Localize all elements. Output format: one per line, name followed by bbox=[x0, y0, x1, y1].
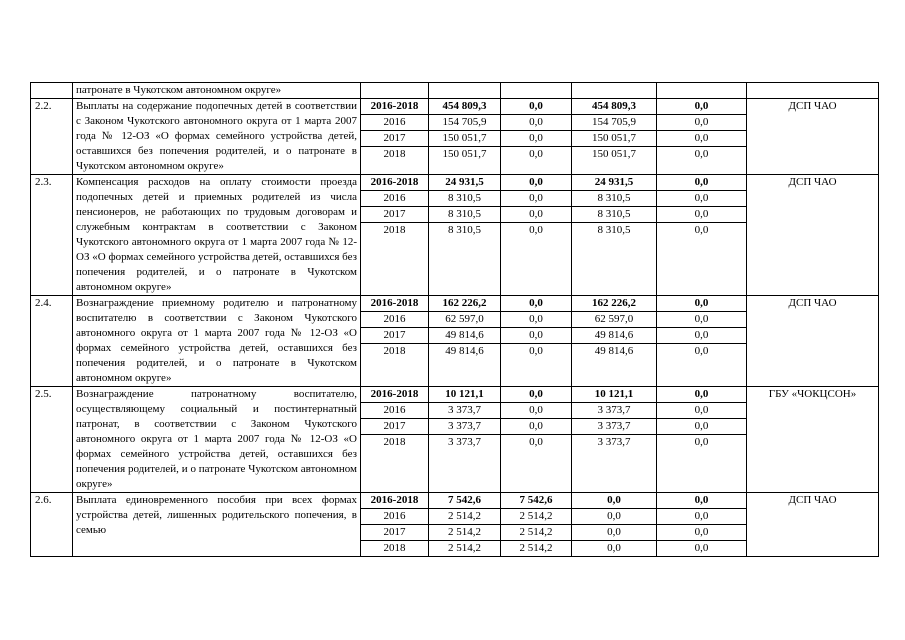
year-cell: 2016-2018 bbox=[361, 387, 428, 403]
federal-column bbox=[501, 99, 572, 175]
local-cell: 0,0 bbox=[657, 328, 746, 344]
year-cell: 2017 bbox=[361, 419, 428, 435]
federal-cell: 0,0 bbox=[501, 191, 571, 207]
local-cell: 0,0 bbox=[657, 131, 746, 147]
federal-column bbox=[501, 493, 572, 557]
local-cell: 0,0 bbox=[694, 224, 709, 236]
row-name: Вознаграждение патронатному воспитателю, осуществляющему социальный и постинтернатный патронат, в соответствии с Законом Чукотского автономного округа от 1 марта 2007 года № 12-ОЗ «О формах семейного устройства детей, оставшихся без попечения родителей, и о патронате Чукотском автономном округе» bbox=[73, 387, 361, 493]
regional-column bbox=[572, 493, 657, 557]
row-name: Выплаты на содержание подопечных детей в соответствии с Законом Чукотского автономного округа от 1 марта 2007 года № 12-ОЗ «О формах семейного устройства детей, оставшихся без попечения родителей, и о патронате в Чукотском автономном округе» bbox=[73, 99, 361, 175]
table-row bbox=[31, 99, 879, 175]
row-number: 2.3. bbox=[31, 175, 73, 296]
row-number: 2.6. bbox=[31, 493, 73, 557]
federal-cell: 0,0 bbox=[501, 99, 571, 115]
local-cell: 0,0 bbox=[694, 148, 709, 160]
regional-cell: 8 310,5 bbox=[597, 224, 631, 236]
local-cell: 0,0 bbox=[657, 387, 746, 403]
local-cell: 0,0 bbox=[694, 345, 709, 357]
year-cell: 2018 bbox=[383, 436, 406, 448]
local-column bbox=[657, 175, 747, 296]
table-row bbox=[31, 387, 879, 493]
year-cell: 2016 bbox=[361, 509, 428, 525]
total-column bbox=[429, 99, 501, 175]
table-row bbox=[31, 83, 879, 99]
year-column bbox=[361, 99, 429, 175]
local-cell: 0,0 bbox=[657, 312, 746, 328]
local-cell: 0,0 bbox=[657, 207, 746, 223]
year-cell: 2016-2018 bbox=[361, 99, 428, 115]
total-cell: 150 051,7 bbox=[429, 131, 500, 147]
row-name: патронате в Чукотском автономном округе» bbox=[73, 83, 361, 99]
year-cell: 2018 bbox=[383, 542, 406, 554]
year-cell: 2017 bbox=[361, 525, 428, 541]
total-cell: 49 814,6 bbox=[445, 345, 484, 357]
executor-cell: ДСП ЧАО bbox=[747, 175, 879, 296]
executor-cell: ДСП ЧАО bbox=[747, 296, 879, 387]
regional-cell: 454 809,3 bbox=[572, 99, 656, 115]
federal-cell: 0,0 bbox=[501, 312, 571, 328]
year-cell: 2018 bbox=[383, 345, 406, 357]
federal-cell: 0,0 bbox=[501, 419, 571, 435]
table-row bbox=[31, 296, 879, 387]
year-cell: 2016 bbox=[361, 115, 428, 131]
year-column bbox=[361, 387, 429, 493]
local-column bbox=[657, 387, 747, 493]
regional-cell: 8 310,5 bbox=[572, 191, 656, 207]
regional-column bbox=[572, 175, 657, 296]
row-name: Выплата единовременного пособия при всех формах устройства детей, лишенных родительского попечения, в семью bbox=[73, 493, 361, 557]
year-cell: 2018 bbox=[383, 148, 406, 160]
total-cell: 2 514,2 bbox=[429, 509, 500, 525]
regional-cell: 49 814,6 bbox=[594, 345, 634, 357]
federal-cell: 0,0 bbox=[529, 345, 543, 357]
regional-cell: 3 373,7 bbox=[572, 403, 656, 419]
year-cell: 2017 bbox=[361, 131, 428, 147]
regional-cell: 0,0 bbox=[607, 542, 621, 554]
program-table bbox=[30, 82, 879, 557]
local-cell: 0,0 bbox=[694, 436, 709, 448]
local-cell: 0,0 bbox=[657, 419, 746, 435]
total-cell: 150 051,7 bbox=[442, 148, 487, 160]
row-name: Компенсация расходов на оплату стоимости проезда подопечных детей и приемных родителей из числа пенсионеров, не работающих по трудовым договорам и служебным контрактам в соответствии с Законом Чукотского автономного округа от 1 марта 2007 года № 12-ОЗ «О формах семейного устройства детей, оставшихся без попечения родителей, и о патронате в Чукотском автономном округе» bbox=[73, 175, 361, 296]
local-column bbox=[657, 493, 747, 557]
total-column bbox=[429, 387, 501, 493]
year-cell: 2016-2018 bbox=[361, 296, 428, 312]
total-cell: 49 814,6 bbox=[429, 328, 500, 344]
regional-cell: 8 310,5 bbox=[572, 207, 656, 223]
total-cell: 2 514,2 bbox=[429, 525, 500, 541]
total-cell: 8 310,5 bbox=[429, 191, 500, 207]
regional-cell: 0,0 bbox=[572, 493, 656, 509]
federal-cell: 0,0 bbox=[501, 115, 571, 131]
federal-column bbox=[501, 175, 572, 296]
total-column bbox=[429, 493, 501, 557]
total-cell: 3 373,7 bbox=[429, 419, 500, 435]
executor-cell: ГБУ «ЧОКЦСОН» bbox=[747, 387, 879, 493]
federal-cell: 2 514,2 bbox=[519, 542, 553, 554]
regional-cell: 10 121,1 bbox=[572, 387, 656, 403]
federal-cell: 7 542,6 bbox=[501, 493, 571, 509]
year-column bbox=[361, 175, 429, 296]
year-cell: 2016 bbox=[361, 191, 428, 207]
regional-cell: 162 226,2 bbox=[572, 296, 656, 312]
federal-cell: 0,0 bbox=[529, 436, 543, 448]
total-column bbox=[429, 175, 501, 296]
regional-cell: 3 373,7 bbox=[572, 419, 656, 435]
regional-cell: 0,0 bbox=[572, 509, 656, 525]
total-cell: 8 310,5 bbox=[448, 224, 481, 236]
federal-cell: 0,0 bbox=[501, 296, 571, 312]
federal-cell: 0,0 bbox=[529, 224, 543, 236]
year-cell: 2016 bbox=[361, 312, 428, 328]
year-column bbox=[361, 296, 429, 387]
year-cell: 2017 bbox=[361, 207, 428, 223]
local-column bbox=[657, 296, 747, 387]
total-cell: 3 373,7 bbox=[448, 436, 481, 448]
executor-cell: ДСП ЧАО bbox=[747, 99, 879, 175]
regional-cell: 150 051,7 bbox=[572, 131, 656, 147]
year-cell: 2016 bbox=[361, 403, 428, 419]
local-cell: 0,0 bbox=[657, 99, 746, 115]
local-cell: 0,0 bbox=[657, 175, 746, 191]
row-number: 2.4. bbox=[31, 296, 73, 387]
total-cell: 7 542,6 bbox=[429, 493, 500, 509]
row-name: Вознаграждение приемному родителю и патронатному воспитателю в соответствии с Законом Чукотского автономного округа от 1 марта 2007 года № 12-ОЗ «О формах семейного устройства детей, оставшихся без попечения родителей, и о патронате в Чукотском автономном округе» bbox=[73, 296, 361, 387]
local-cell: 0,0 bbox=[657, 525, 746, 541]
year-cell: 2016-2018 bbox=[361, 493, 428, 509]
executor-cell: ДСП ЧАО bbox=[747, 493, 879, 557]
local-cell: 0,0 bbox=[657, 115, 746, 131]
regional-cell: 154 705,9 bbox=[572, 115, 656, 131]
total-cell: 154 705,9 bbox=[429, 115, 500, 131]
row-number bbox=[31, 83, 73, 99]
total-cell: 24 931,5 bbox=[429, 175, 500, 191]
local-cell: 0,0 bbox=[694, 542, 709, 554]
federal-cell: 0,0 bbox=[501, 403, 571, 419]
local-cell: 0,0 bbox=[657, 493, 746, 509]
regional-column bbox=[572, 296, 657, 387]
regional-cell: 150 051,7 bbox=[592, 148, 636, 160]
year-column bbox=[361, 493, 429, 557]
total-cell: 10 121,1 bbox=[429, 387, 500, 403]
table-row bbox=[31, 493, 879, 557]
regional-column bbox=[572, 387, 657, 493]
total-cell: 454 809,3 bbox=[429, 99, 500, 115]
federal-cell: 2 514,2 bbox=[501, 525, 571, 541]
total-cell: 8 310,5 bbox=[429, 207, 500, 223]
federal-cell: 0,0 bbox=[501, 131, 571, 147]
total-column bbox=[429, 296, 501, 387]
regional-cell: 49 814,6 bbox=[572, 328, 656, 344]
regional-cell: 0,0 bbox=[572, 525, 656, 541]
total-cell: 62 597,0 bbox=[429, 312, 500, 328]
regional-cell: 3 373,7 bbox=[597, 436, 631, 448]
local-cell: 0,0 bbox=[657, 509, 746, 525]
federal-column bbox=[501, 387, 572, 493]
federal-column bbox=[501, 296, 572, 387]
federal-cell: 0,0 bbox=[529, 148, 543, 160]
federal-cell: 0,0 bbox=[501, 175, 571, 191]
document-page bbox=[30, 82, 878, 557]
table-row bbox=[31, 175, 879, 296]
local-column bbox=[657, 99, 747, 175]
total-cell: 2 514,2 bbox=[448, 542, 481, 554]
regional-cell: 62 597,0 bbox=[572, 312, 656, 328]
row-number: 2.2. bbox=[31, 99, 73, 175]
year-cell: 2017 bbox=[361, 328, 428, 344]
federal-cell: 0,0 bbox=[501, 328, 571, 344]
regional-cell: 24 931,5 bbox=[572, 175, 656, 191]
federal-cell: 2 514,2 bbox=[501, 509, 571, 525]
row-number: 2.5. bbox=[31, 387, 73, 493]
year-cell: 2018 bbox=[383, 224, 406, 236]
local-cell: 0,0 bbox=[657, 403, 746, 419]
local-cell: 0,0 bbox=[657, 296, 746, 312]
total-cell: 3 373,7 bbox=[429, 403, 500, 419]
federal-cell: 0,0 bbox=[501, 387, 571, 403]
federal-cell: 0,0 bbox=[501, 207, 571, 223]
year-cell: 2016-2018 bbox=[361, 175, 428, 191]
total-cell: 162 226,2 bbox=[429, 296, 500, 312]
local-cell: 0,0 bbox=[657, 191, 746, 207]
regional-column bbox=[572, 99, 657, 175]
